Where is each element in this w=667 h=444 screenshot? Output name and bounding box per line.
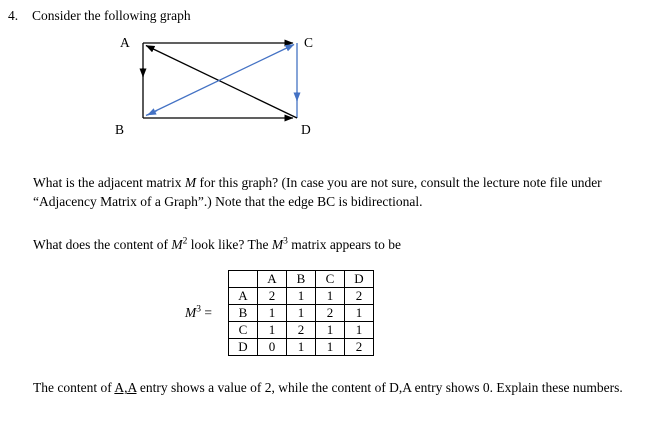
- matrix-cell: 1: [316, 322, 345, 339]
- matrix-label: [185, 305, 212, 321]
- matrix-cell: 2: [258, 288, 287, 305]
- matrix-row-header: C: [229, 322, 258, 339]
- matrix-col-header: D: [345, 271, 374, 288]
- matrix-cell: 2: [345, 288, 374, 305]
- graph-diagram: [100, 28, 360, 143]
- matrix-label-exponent: 3: [196, 304, 201, 315]
- matrix-m-symbol: M: [184, 175, 197, 190]
- matrix-col-header: A: [258, 271, 287, 288]
- matrix-row-a: [229, 288, 374, 305]
- edge-c-to-b-arrow: [148, 111, 158, 116]
- matrix-row-header: B: [229, 305, 258, 322]
- matrix-cell: 1: [287, 288, 316, 305]
- matrix-cell: 0: [258, 339, 287, 356]
- m-cubed-exponent: 3: [283, 236, 288, 247]
- matrix-section: [185, 270, 667, 356]
- node-label-c: C: [304, 35, 314, 50]
- matrix-cell: 1: [316, 288, 345, 305]
- m-squared-symbol: M: [171, 237, 183, 253]
- node-label-d: D: [301, 122, 311, 137]
- matrix-header-row: [229, 271, 374, 288]
- matrix-corner-cell: [229, 271, 258, 288]
- question-line: [8, 8, 667, 24]
- matrix-cell: 2: [345, 339, 374, 356]
- matrix-cell: 1: [345, 305, 374, 322]
- explain-text-1: The content of: [33, 380, 115, 396]
- matrix-cell: 1: [345, 322, 374, 339]
- matrix-row-header: A: [229, 288, 258, 305]
- paragraph-m2-m3-question: [33, 235, 633, 254]
- m-squared-exponent: 2: [182, 236, 188, 247]
- matrix-col-header: C: [316, 271, 345, 288]
- matrix-row-c: [229, 322, 374, 339]
- matrix-row-d: [229, 339, 374, 356]
- m2m3-text-1: What does the content of: [33, 237, 172, 253]
- m-cubed-symbol: M: [271, 237, 284, 253]
- matrix-cell: 2: [316, 305, 345, 322]
- paragraph-explain: [33, 378, 623, 397]
- matrix-label-equals: =: [201, 305, 212, 321]
- node-label-b: B: [115, 122, 125, 137]
- edge-d-to-a: [146, 46, 297, 119]
- question-title: Consider the following graph: [32, 8, 191, 23]
- matrix-row-b: [229, 305, 374, 322]
- matrix-row-header: D: [229, 339, 258, 356]
- node-label-a: A: [120, 35, 130, 50]
- question-number: 4.: [8, 8, 19, 23]
- matrix-cell: 1: [287, 305, 316, 322]
- adjacency-text-1: What is the adjacent matrix: [33, 175, 185, 190]
- edge-b-c-bidirectional: [146, 45, 294, 116]
- adjacency-text-2: for this graph? (In case you are not sure, consult the lecture note file under “Adjacency Matrix of a Graph”.) Note that the edge BC is bidirectional.: [33, 175, 602, 210]
- document-page: [0, 8, 667, 398]
- m2m3-text-3: matrix appears to be: [287, 237, 402, 253]
- matrix-cell: 1: [316, 339, 345, 356]
- matrix-cell: 1: [258, 305, 287, 322]
- paragraph-adjacency-question: [33, 173, 633, 211]
- matrix-col-header: B: [287, 271, 316, 288]
- explain-text-2: entry shows a value of 2, while the content of D,A entry shows 0. Explain these numbers.: [136, 380, 623, 396]
- matrix-cell: 2: [287, 322, 316, 339]
- graph-svg: [100, 28, 350, 143]
- matrix-cell: 1: [287, 339, 316, 356]
- m2m3-text-2: look like? The: [187, 237, 272, 253]
- entry-a-a: A,A: [114, 380, 137, 396]
- matrix-cell: 1: [258, 322, 287, 339]
- m3-matrix-table: [228, 270, 374, 356]
- matrix-label-m: M: [185, 305, 197, 321]
